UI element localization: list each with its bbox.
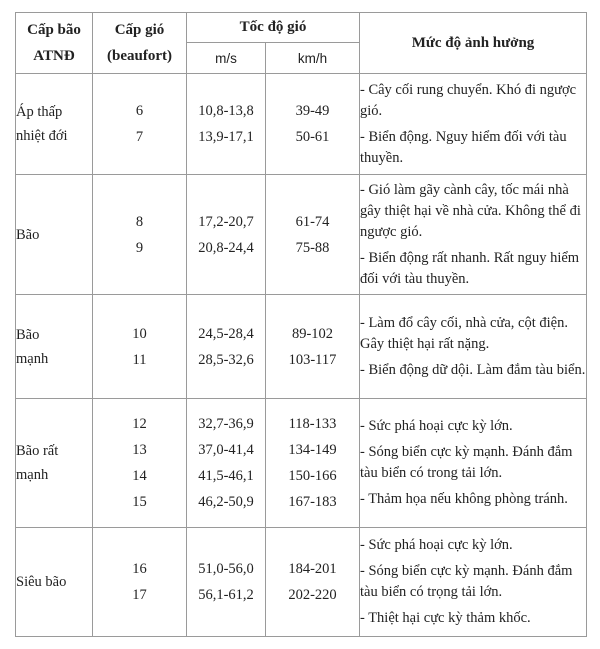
wind-level-value: 13: [132, 442, 147, 458]
speed-kmh-value: 89-102: [291, 325, 334, 342]
table-row: [16, 399, 587, 528]
speed-ms-value: 37,0-41,4: [198, 442, 254, 458]
table-row: [16, 74, 587, 175]
wind-level-cell: [93, 528, 187, 637]
impact-item: - Sức phá hoại cực kỳ lớn.: [360, 418, 513, 434]
header-wind-level: Cấp gió (beaufort): [93, 13, 187, 74]
speed-ms-value: 13,9-17,1: [198, 129, 254, 145]
wind-level-value: 7: [135, 129, 144, 145]
speed-kmh-cell: [266, 528, 360, 637]
table-header: [16, 13, 587, 74]
speed-kmh-cell: [266, 175, 360, 295]
header-unit-ms: m/s: [187, 43, 266, 74]
speed-ms-value: 41,5-46,1: [198, 468, 254, 484]
speed-kmh-cell: [266, 295, 360, 399]
table-row: [16, 528, 587, 637]
speed-ms-cell: [187, 175, 266, 295]
wind-level-value: 10: [132, 325, 147, 342]
header-impact: Mức độ ảnh hưởng: [360, 13, 587, 74]
wind-level-value: 12: [132, 416, 147, 432]
wind-level-value: 14: [132, 468, 147, 484]
impact-cell: [360, 175, 587, 295]
wind-level-cell: [93, 175, 187, 295]
table-row: [16, 295, 587, 399]
impact-cell: [360, 528, 587, 637]
speed-ms-cell: [187, 528, 266, 637]
speed-ms-value: 10,8-13,8: [198, 103, 254, 119]
wind-level-value: 15: [132, 494, 147, 510]
wind-level-value: 8: [135, 213, 144, 230]
speed-kmh-value: 103-117: [288, 351, 337, 368]
storm-category-cell: Bão mạnh: [16, 295, 93, 399]
speed-kmh-value: 75-88: [295, 239, 330, 256]
impact-item: - Sóng biển cực kỳ mạnh. Đánh đắm tàu biển có trọng tải lớn.: [360, 563, 573, 600]
speed-kmh-value: 184-201: [288, 561, 337, 577]
storm-category-cell: Bão: [16, 175, 93, 295]
speed-ms-cell: [187, 295, 266, 399]
speed-kmh-cell: [266, 74, 360, 175]
speed-ms-value: 20,8-24,4: [198, 239, 254, 256]
storm-category-cell: Áp thấp nhiệt đới: [16, 74, 93, 175]
wind-level-value: 16: [132, 561, 147, 577]
storm-category-cell: Siêu bão: [16, 528, 93, 637]
impact-item: - Làm đổ cây cối, nhà cửa, cột điện. Gây thiệt hại rất nặng.: [360, 314, 568, 352]
header-unit-kmh: km/h: [266, 43, 360, 74]
speed-kmh-value: 50-61: [295, 129, 330, 145]
header-storm-level: Cấp bão ATNĐ: [16, 13, 93, 74]
impact-item: - Gió làm gãy cành cây, tốc mái nhà gây thiệt hại về nhà cửa. Không thể đi ngược gió.: [360, 181, 581, 240]
wind-level-value: 17: [132, 587, 147, 603]
impact-cell: [360, 399, 587, 528]
speed-kmh-value: 167-183: [288, 494, 337, 510]
impact-item: - Cây cối rung chuyển. Khó đi ngược gió.: [360, 81, 577, 119]
wind-level-value: 11: [132, 351, 147, 368]
wind-level-cell: [93, 74, 187, 175]
speed-ms-value: 46,2-50,9: [198, 494, 254, 510]
storm-category-cell: Bão rất mạnh: [16, 399, 93, 528]
impact-item: - Biển động dữ dội. Làm đắm tàu biển.: [360, 361, 586, 378]
impact-item: - Biển động. Nguy hiểm đối với tàu thuyền.: [360, 128, 567, 166]
speed-ms-value: 56,1-61,2: [198, 587, 254, 603]
wind-level-cell: [93, 295, 187, 399]
impact-item: - Sức phá hoại cực kỳ lớn.: [360, 537, 513, 553]
speed-kmh-value: 202-220: [288, 587, 337, 603]
speed-kmh-cell: [266, 399, 360, 528]
impact-cell: [360, 295, 587, 399]
impact-item: - Thiệt hại cực kỳ thảm khốc.: [360, 610, 531, 626]
speed-ms-value: 17,2-20,7: [198, 213, 254, 230]
impact-item: - Thảm họa nếu không phòng tránh.: [360, 491, 568, 507]
table-body: [16, 74, 587, 637]
wind-level-value: 9: [135, 239, 144, 256]
impact-item: - Biển động rất nhanh. Rất nguy hiểm đối với tàu thuyền.: [360, 249, 580, 287]
speed-kmh-value: 61-74: [295, 213, 330, 230]
impact-cell: [360, 74, 587, 175]
wind-level-cell: [93, 399, 187, 528]
storm-level-table: [15, 12, 587, 637]
speed-ms-value: 32,7-36,9: [198, 416, 254, 432]
speed-kmh-value: 118-133: [288, 416, 337, 432]
speed-ms-value: 24,5-28,4: [198, 325, 254, 342]
speed-ms-value: 51,0-56,0: [198, 561, 254, 577]
speed-kmh-value: 134-149: [288, 442, 337, 458]
table-row: [16, 175, 587, 295]
speed-ms-cell: [187, 74, 266, 175]
speed-ms-value: 28,5-32,6: [198, 351, 254, 368]
speed-kmh-value: 150-166: [288, 468, 337, 484]
speed-ms-cell: [187, 399, 266, 528]
wind-level-value: 6: [135, 103, 144, 119]
speed-kmh-value: 39-49: [295, 103, 330, 119]
impact-item: - Sóng biển cực kỳ mạnh. Đánh đắm tàu biển có trong tải lớn.: [360, 444, 573, 481]
header-wind-speed: Tốc độ gió: [187, 13, 360, 43]
